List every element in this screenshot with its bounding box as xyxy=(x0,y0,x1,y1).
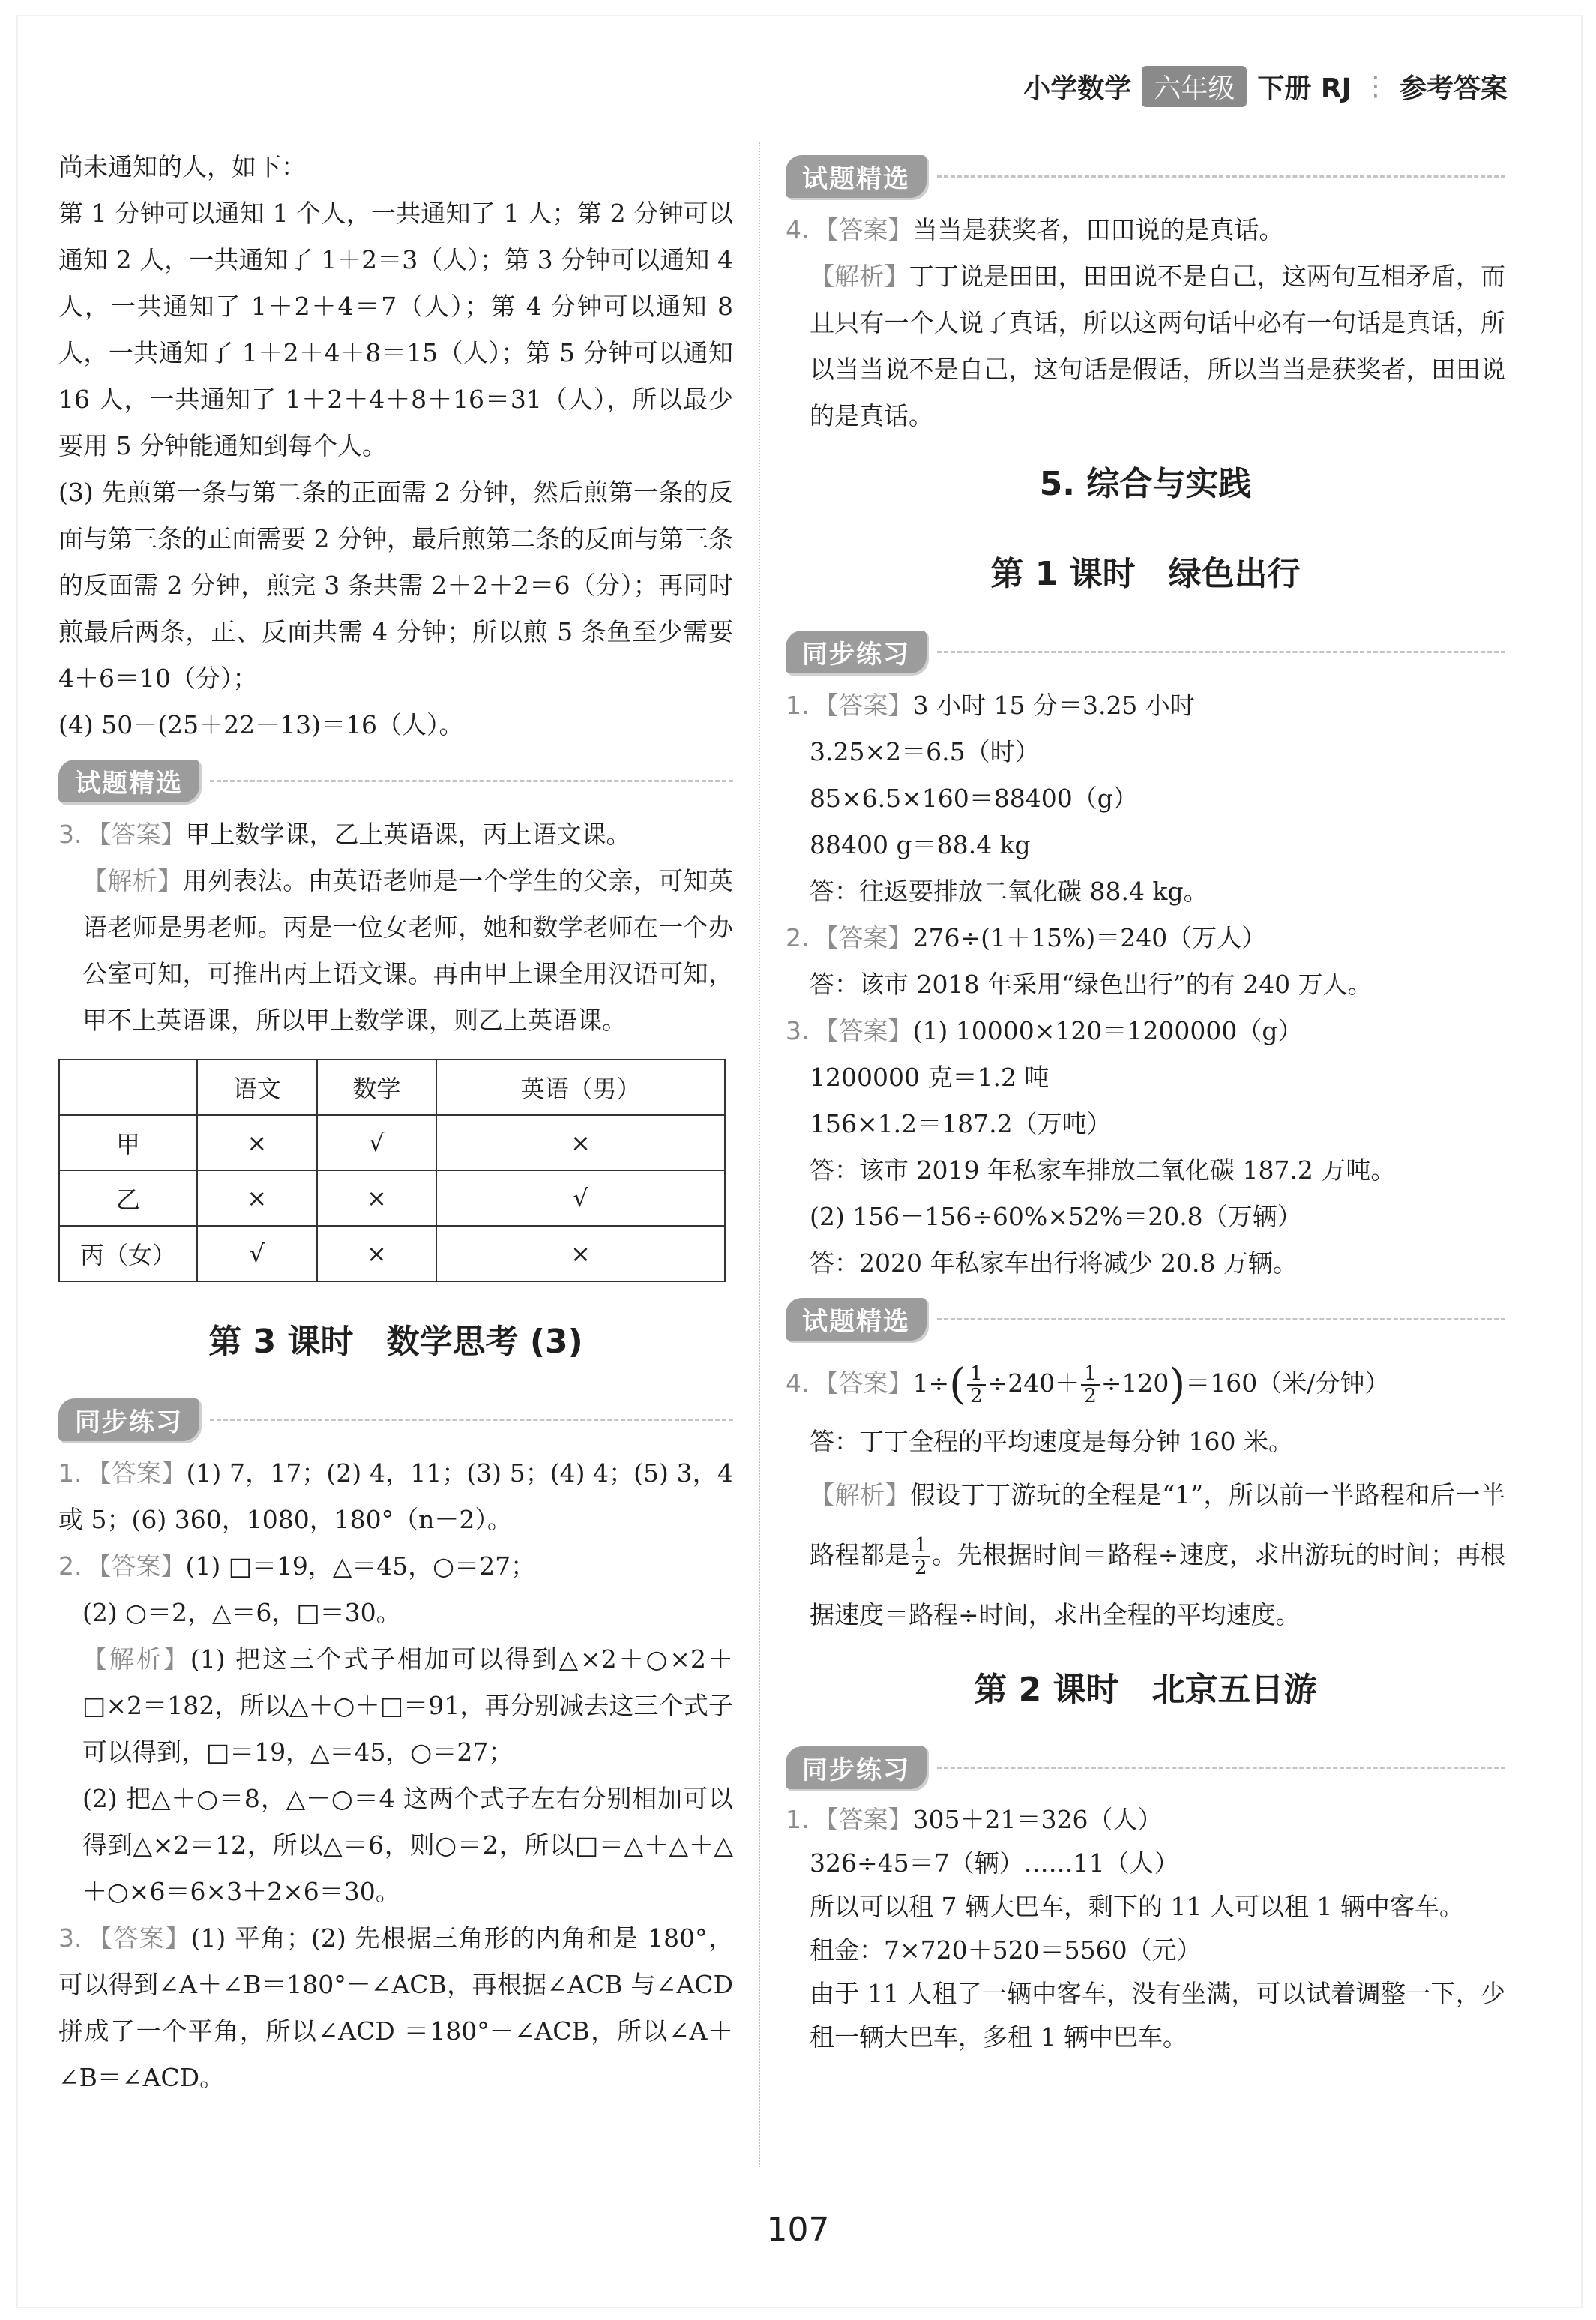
section-banner xyxy=(58,1392,733,1447)
banner-label: 试题精选 xyxy=(58,760,199,802)
table-cell: × xyxy=(436,1226,725,1281)
banner-dashed-rule xyxy=(937,1767,1505,1769)
answer-tag: 【答案】 xyxy=(86,820,186,849)
math-expression: ÷120 xyxy=(1100,1368,1169,1398)
question-answer xyxy=(786,1350,1505,1419)
fraction xyxy=(1081,1363,1100,1407)
question-number: 1. xyxy=(786,1805,810,1834)
fraction-numerator: 1 xyxy=(967,1363,986,1386)
banner-dashed-rule xyxy=(937,175,1505,178)
header-section: 参考答案 xyxy=(1399,73,1508,104)
table-cell: × xyxy=(197,1115,317,1170)
banner-label: 同步练习 xyxy=(786,631,927,673)
answer-line: 1200000 克＝1.2 吨 xyxy=(810,1063,1050,1092)
answer-text: (1) 10000×120＝1200000（g） xyxy=(912,1016,1303,1045)
table-cell: √ xyxy=(197,1226,317,1281)
header-grade-badge: 六年级 xyxy=(1142,66,1247,107)
analysis-text: 假设丁丁游玩的全程是“1”，所以前一半路程和后一半路程都是 xyxy=(810,1480,1506,1569)
intro-paragraph: (3) 先煎第一条与第二条的正面需 2 分钟，然后煎第一条的反面与第三条的正面需要 2 分钟，最后煎第二条的反面与第三条的反面需 2 分钟，煎完 3 条共需 2＋2＋2＝6（分）；再同时煎最后两条，正、反面共需 4 分钟；所以煎 5 条鱼至少需要 4＋6＝10（分）； xyxy=(58,478,733,693)
question-analysis xyxy=(58,1636,733,1776)
answer-text: 276÷(1＋15%)＝240（万人） xyxy=(912,923,1267,952)
question-number: 1. xyxy=(58,1458,82,1488)
answer-text: (1) 平角；(2) 先根据三角形的内角和是 180°，可以得到∠A＋∠B＝180°－∠ACB，再根据∠ACB 与∠ACD 拼成了一个平角，所以∠ACD ＝180°－∠ACB，所以∠A＋∠B＝∠ACD。 xyxy=(58,1923,733,2092)
table-header: 英语（男） xyxy=(436,1060,725,1115)
page-number: 107 xyxy=(766,2211,830,2249)
section-banner xyxy=(786,148,1505,204)
section-banner xyxy=(786,1291,1505,1347)
question-answer xyxy=(786,682,1505,729)
question-analysis xyxy=(786,1465,1505,1645)
section-banner xyxy=(786,1740,1505,1795)
section-banner xyxy=(786,624,1505,679)
column-divider xyxy=(759,142,760,2167)
answer-text: 当当是获奖者，田田说的是真话。 xyxy=(912,215,1284,244)
lesson-title: 第 1 课时 绿色出行 xyxy=(990,555,1301,593)
table-row xyxy=(59,1170,725,1226)
intro-line: 尚未通知的人，如下： xyxy=(58,152,306,181)
table-row xyxy=(59,1115,725,1170)
analysis-text: 。先根据时间＝路程÷速度，求出游玩的时间；再根据速度＝路程÷时间，求出全程的平均速度。 xyxy=(810,1540,1505,1629)
table-cell: √ xyxy=(317,1115,437,1170)
analysis-text: 丁丁说是田田，田田说不是自己，这两句互相矛盾，而且只有一个人说了真话，所以这两句话中必有一句话是真话，所以当当说不是自己，这句话是假话，所以当当是获奖者，田田说的是真话。 xyxy=(810,262,1506,430)
question-answer xyxy=(786,1008,1505,1054)
banner-label: 同步练习 xyxy=(786,1746,927,1789)
question-number: 4. xyxy=(786,215,810,244)
answer-text: 3 小时 15 分＝3.25 小时 xyxy=(912,691,1195,720)
answer-line: (2) 156－156÷60%×52%＝20.8（万辆） xyxy=(810,1202,1302,1231)
fraction-numerator: 1 xyxy=(912,1535,930,1557)
question-number: 4. xyxy=(786,1368,810,1398)
question-answer xyxy=(58,811,733,858)
question-answer xyxy=(58,1543,733,1590)
table-cell: × xyxy=(197,1170,317,1226)
question-answer xyxy=(58,1450,733,1543)
section-banner xyxy=(58,753,733,808)
answer-text: (1) 7，17；(2) 4，11；(3) 5；(4) 4；(5) 3，4 或 5；(6) 360，1080，180°（n－2）。 xyxy=(58,1458,733,1534)
math-expression: 1÷ xyxy=(912,1368,950,1398)
analysis-line: (2) 把△＋○＝8，△－○＝4 这两个式子左右分别相加可以得到△×2＝12，所以△＝6，则○＝2，所以□＝△＋△＋△＋○×6＝6×3＋2×6＝30。 xyxy=(82,1784,733,1906)
fraction xyxy=(912,1535,930,1578)
answer-tag: 【答案】 xyxy=(86,1923,191,1953)
math-expression: ＝160（米/分钟） xyxy=(1185,1368,1390,1398)
table-cell: 丙（女） xyxy=(59,1226,197,1281)
question-analysis xyxy=(58,858,733,1044)
question-number: 3. xyxy=(786,1016,810,1045)
answer-tag: 【答案】 xyxy=(86,1551,186,1581)
answer-line: (2) ○＝2，△＝6，□＝30。 xyxy=(82,1598,401,1627)
answer-tag: 【答案】 xyxy=(86,1458,187,1488)
banner-label: 试题精选 xyxy=(786,155,927,198)
table-cell: × xyxy=(317,1170,437,1226)
lesson-title: 第 3 课时 数学思考 (3) xyxy=(208,1323,583,1361)
table-cell: × xyxy=(317,1226,437,1281)
analysis-text: (1) 把这三个式子相加可以得到△×2＋○×2＋□×2＝182，所以△＋○＋□＝91，再分别减去这三个式子可以得到，□＝19，△＝45，○＝27； xyxy=(82,1644,733,1767)
fraction-denominator: 2 xyxy=(915,1557,927,1579)
question-number: 2. xyxy=(58,1551,82,1581)
answer-line: 答：该市 2018 年采用“绿色出行”的有 240 万人。 xyxy=(810,970,1373,999)
question-answer xyxy=(786,1798,1505,1842)
answer-line: 答：往返要排放二氧化碳 88.4 kg。 xyxy=(810,877,1208,906)
analysis-tag: 【解析】 xyxy=(82,866,183,895)
paren-open: ( xyxy=(949,1360,966,1409)
logic-table xyxy=(58,1059,726,1282)
banner-dashed-rule xyxy=(937,651,1505,653)
banner-label: 同步练习 xyxy=(58,1398,199,1441)
header-separator: ⋮ xyxy=(1361,71,1389,102)
answer-text: 305＋21＝326（人） xyxy=(912,1805,1163,1834)
page-header xyxy=(1023,66,1508,107)
answer-tag: 【答案】 xyxy=(813,691,913,720)
header-subject: 小学数学 xyxy=(1023,73,1132,104)
fraction-denominator: 2 xyxy=(970,1385,983,1407)
question-answer xyxy=(786,207,1505,253)
answer-line: 88400 g＝88.4 kg xyxy=(810,830,1031,859)
answer-line: 答：丁丁全程的平均速度是每分钟 160 米。 xyxy=(810,1427,1293,1456)
answer-line: 由于 11 人租了一辆中客车，没有坐满，可以试着调整一下，少租一辆大巴车，多租 1 辆中巴车。 xyxy=(810,1979,1505,2052)
answer-tag: 【答案】 xyxy=(813,1368,913,1398)
analysis-tag: 【解析】 xyxy=(810,1480,911,1509)
table-cell: 甲 xyxy=(59,1115,197,1170)
fraction-numerator: 1 xyxy=(1081,1363,1100,1386)
answer-line: 所以可以租 7 辆大巴车，剩下的 11 人可以租 1 辆中客车。 xyxy=(810,1892,1464,1921)
answer-tag: 【答案】 xyxy=(813,215,913,244)
question-number: 2. xyxy=(786,923,810,952)
intro-paragraph: 第 1 分钟可以通知 1 个人，一共通知了 1 人；第 2 分钟可以通知 2 人，一共通知了 1＋2＝3（人）；第 3 分钟可以通知 4 人，一共通知了 1＋2＋4＝7（人）；第 4 分钟可以通知 8 人，一共通知了 1＋2＋4＋8＝15（人）；第 5 分钟可以通知 16 人，一共通知了 1＋2＋4＋8＋16＝31（人），所以最少要用 5 分钟能通知到每个人。 xyxy=(58,199,733,460)
lesson-title: 第 2 课时 北京五日游 xyxy=(974,1671,1317,1709)
fraction-denominator: 2 xyxy=(1084,1385,1097,1407)
answer-line: 326÷45＝7（辆）……11（人） xyxy=(810,1848,1179,1878)
analysis-tag: 【解析】 xyxy=(82,1644,190,1674)
analysis-text: 用列表法。由英语老师是一个学生的父亲，可知英语老师是男老师。丙是一位女老师，她和数学老师在一个办公室可知，可推出丙上语文课。再由甲上课全用汉语可知，甲不上英语课，所以甲上数学课，则乙上英语课。 xyxy=(82,866,734,1035)
unit-title: 5. 综合与实践 xyxy=(1039,465,1252,503)
banner-dashed-rule xyxy=(210,780,733,782)
answer-text: 甲上数学课，乙上英语课，丙上语文课。 xyxy=(185,820,631,849)
table-cell: 乙 xyxy=(59,1170,197,1226)
question-answer xyxy=(58,1915,733,2101)
analysis-tag: 【解析】 xyxy=(810,262,909,291)
table-header-row xyxy=(59,1060,725,1115)
answer-tag: 【答案】 xyxy=(813,923,913,952)
question-number: 3. xyxy=(58,820,82,849)
answer-line: 答：2020 年私家车出行将减少 20.8 万辆。 xyxy=(810,1248,1298,1278)
answer-tag: 【答案】 xyxy=(813,1805,913,1834)
fraction xyxy=(967,1363,986,1407)
answer-line: 156×1.2＝187.2（万吨） xyxy=(810,1109,1112,1138)
banner-dashed-rule xyxy=(937,1318,1505,1320)
right-column xyxy=(786,144,1505,2059)
left-column xyxy=(58,144,733,2101)
table-header: 语文 xyxy=(197,1060,317,1115)
table-cell: × xyxy=(436,1115,725,1170)
question-number: 1. xyxy=(786,691,810,720)
question-number: 3. xyxy=(58,1923,82,1953)
answer-line: 85×6.5×160＝88400（g） xyxy=(810,784,1138,813)
table-row xyxy=(59,1226,725,1281)
banner-label: 试题精选 xyxy=(786,1298,927,1341)
intro-paragraph: (4) 50－(25＋22－13)＝16（人）。 xyxy=(58,710,464,739)
answer-line: 3.25×2＝6.5（时） xyxy=(810,737,1040,766)
question-analysis xyxy=(786,253,1505,439)
paren-close: ) xyxy=(1169,1360,1186,1409)
table-cell: √ xyxy=(436,1170,725,1226)
answer-tag: 【答案】 xyxy=(813,1016,913,1045)
header-volume: 下册 RJ xyxy=(1257,73,1352,104)
question-answer xyxy=(786,915,1505,961)
answer-line: 租金：7×720＋520＝5560（元） xyxy=(810,1935,1202,1965)
banner-dashed-rule xyxy=(210,1419,733,1421)
answer-text: (1) □＝19，△＝45，○＝27； xyxy=(185,1551,536,1581)
answer-line: 答：该市 2019 年私家车排放二氧化碳 187.2 万吨。 xyxy=(810,1156,1396,1185)
table-cell xyxy=(59,1060,197,1115)
table-header: 数学 xyxy=(317,1060,437,1115)
math-expression: ÷240＋ xyxy=(987,1368,1080,1398)
